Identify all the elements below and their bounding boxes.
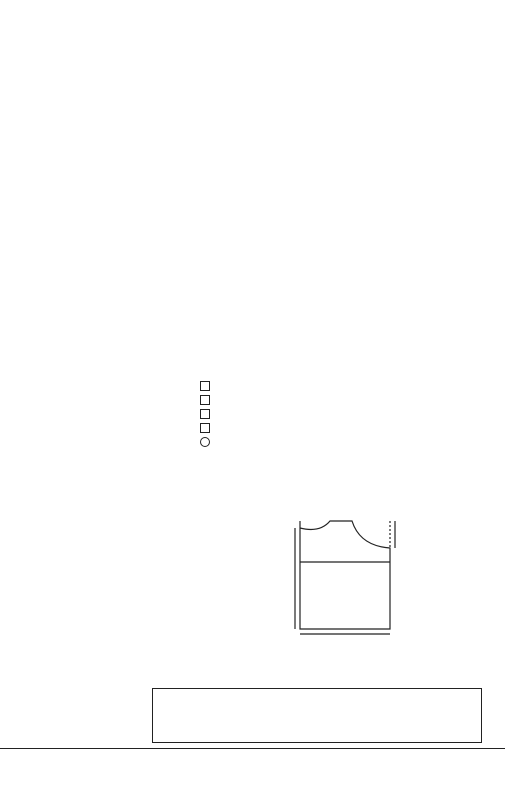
legend-item-yarnover [200,437,470,447]
legend-item-purl [200,395,470,405]
bottom-rule [0,748,505,771]
purl-symbol-icon [200,395,210,405]
legend [200,376,470,451]
pattern-outline [295,521,395,634]
yarnover-symbol-icon [200,437,210,447]
ad-box [152,688,482,743]
legend-item-decrease [200,423,470,433]
legend-item-knit [200,381,470,391]
decrease-symbol-icon [200,423,210,433]
knit-symbol-icon [200,381,210,391]
legend-item-k2tog [200,409,470,419]
k2tog-symbol-icon [200,409,210,419]
